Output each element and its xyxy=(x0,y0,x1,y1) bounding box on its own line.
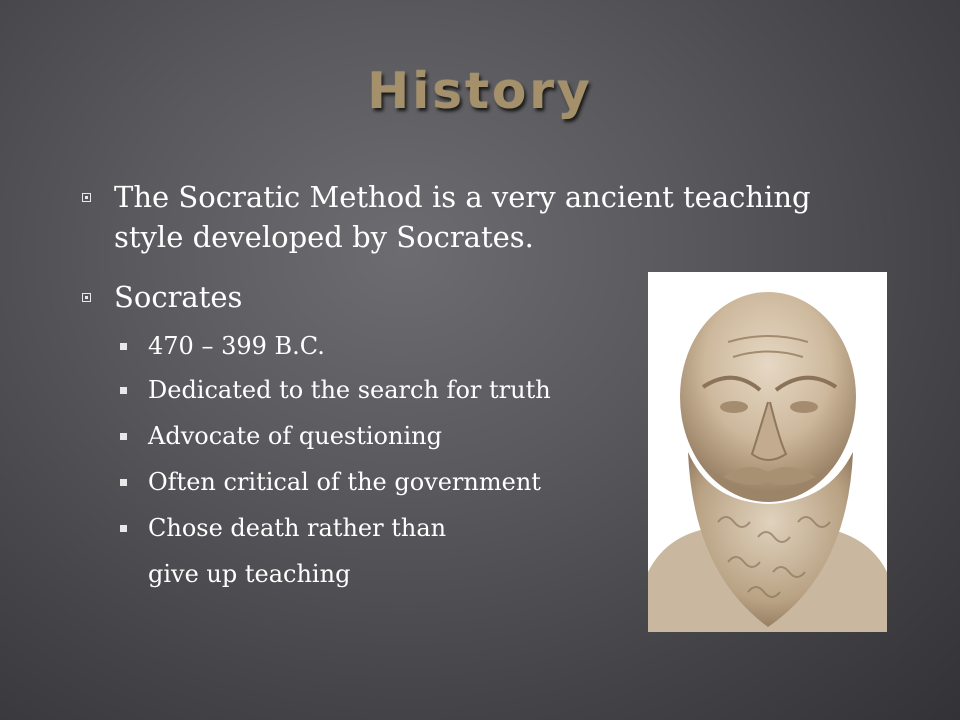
sub-bullet-marker-icon xyxy=(120,433,127,440)
sub-bullet-truth: Dedicated to the search for truth xyxy=(148,376,551,404)
sub-bullet-marker-icon xyxy=(120,387,127,394)
sub-bullet-continuation: give up teaching xyxy=(148,560,351,588)
bullet-marker-icon xyxy=(82,293,91,302)
sub-bullet-dates: 470 – 399 B.C. xyxy=(148,332,325,360)
sub-bullet-questioning: Advocate of questioning xyxy=(148,422,442,450)
sub-bullet-government: Often critical of the government xyxy=(148,468,541,496)
bullet-method-line-1: The Socratic Method is a very ancient teaching xyxy=(114,180,811,214)
sub-bullet-marker-icon xyxy=(120,479,127,486)
socrates-bust-image xyxy=(648,272,887,632)
slide-title: History xyxy=(367,62,593,120)
sub-bullet-death: Chose death rather than xyxy=(148,514,447,542)
bullet-socrates: Socrates xyxy=(114,280,243,314)
sub-bullet-marker-icon xyxy=(120,343,127,350)
sub-bullet-marker-icon xyxy=(120,525,127,532)
bullet-method-line-2: style developed by Socrates. xyxy=(114,220,534,254)
bust-illustration xyxy=(648,272,887,632)
bullet-marker-icon xyxy=(82,193,91,202)
